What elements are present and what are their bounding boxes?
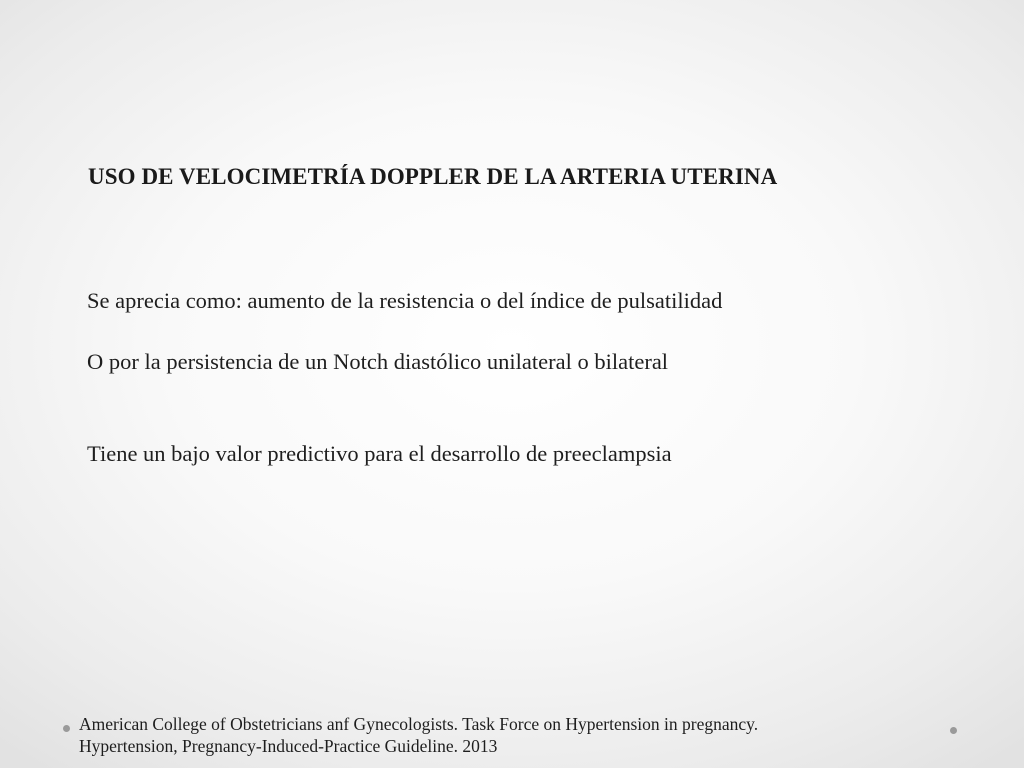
body-line-predictive-value: Tiene un bajo valor predictivo para el desarrollo de preeclampsia	[87, 441, 672, 466]
body-line-notch: O por la persistencia de un Notch diastólico unilateral o bilateral	[87, 349, 669, 374]
body-line-pulsatility: Se aprecia como: aumento de la resistencia o del índice de pulsatilidad	[87, 288, 723, 313]
bullet-dot-icon	[63, 725, 70, 732]
citation	[79, 713, 758, 757]
citation-line-1: American College of Obstetricians anf Gynecologists. Task Force on Hypertension in pregnancy.	[79, 714, 759, 734]
citation-line-2: Hypertension, Pregnancy-Induced-Practice Guideline. 2013	[79, 736, 498, 756]
bullet-dot-icon	[950, 727, 957, 734]
slide-title: USO DE VELOCIMETRÍA DOPPLER DE LA ARTERIA UTERINA	[88, 164, 778, 189]
